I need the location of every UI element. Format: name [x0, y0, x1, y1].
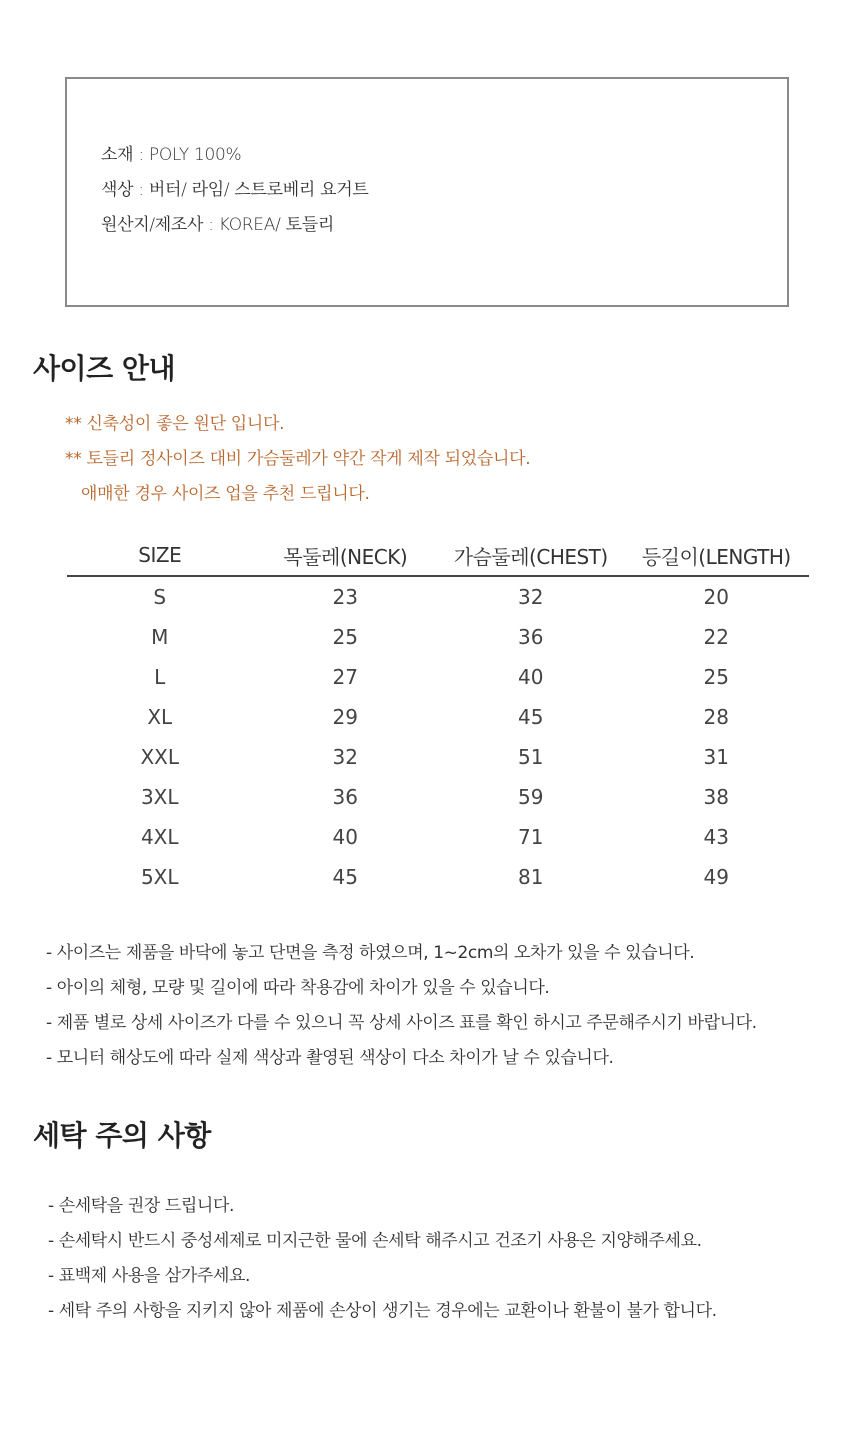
neck-cell: 25 [332, 625, 358, 649]
chest-cell: 36 [518, 625, 544, 649]
chest-cell: 51 [518, 745, 544, 769]
color-info: 색상 : 버터/ 라임/ 스트로베리 요거트 [101, 180, 369, 200]
size-cell: M [151, 625, 169, 649]
size-table-header-row [67, 535, 809, 576]
header-neck: 목둘레(NECK) [253, 535, 439, 576]
size-guide-title: 사이즈 안내 [33, 352, 175, 385]
table-row [67, 657, 809, 697]
size-guide-bullet: - 아이의 체형, 모량 및 길이에 따라 착용감에 차이가 있을 수 있습니다. [46, 978, 550, 998]
header-chest: 가슴둘레(CHEST) [438, 535, 624, 576]
length-cell: 20 [703, 585, 729, 609]
chest-cell: 59 [518, 785, 544, 809]
length-cell: 38 [703, 785, 729, 809]
chest-cell: 45 [518, 705, 544, 729]
table-row [67, 697, 809, 737]
size-guide-bullet: - 사이즈는 제품을 바닥에 놓고 단면을 측정 하였으며, 1~2cm의 오차가 있을 수 있습니다. [46, 943, 695, 963]
size-cell: 5XL [140, 865, 179, 889]
size-note: 애매한 경우 사이즈 업을 추천 드립니다. [81, 484, 370, 504]
chest-cell: 32 [518, 585, 544, 609]
table-row [67, 857, 809, 897]
wash-bullet: - 세탁 주의 사항을 지키지 않아 제품에 손상이 생기는 경우에는 교환이나 환불이 불가 합니다. [48, 1301, 717, 1321]
neck-cell: 29 [332, 705, 358, 729]
length-cell: 43 [703, 825, 729, 849]
chest-cell: 81 [518, 865, 544, 889]
wash-title: 세탁 주의 사항 [33, 1119, 211, 1152]
origin-manufacturer-info: 원산지/제조사 : KOREA/ 토들리 [101, 215, 334, 235]
size-cell: L [154, 665, 166, 689]
table-row [67, 737, 809, 777]
wash-bullet: - 손세탁을 권장 드립니다. [48, 1196, 234, 1216]
size-cell: S [153, 585, 167, 609]
header-size: SIZE [67, 535, 253, 576]
neck-cell: 45 [332, 865, 358, 889]
size-note: ** 신축성이 좋은 원단 입니다. [65, 414, 285, 434]
length-cell: 25 [703, 665, 729, 689]
table-row [67, 777, 809, 817]
material-info: 소재 : POLY 100% [101, 145, 242, 165]
size-guide-bullet: - 제품 별로 상세 사이즈가 다를 수 있으니 꼭 상세 사이즈 표를 확인 하시고 주문해주시기 바랍니다. [46, 1013, 757, 1033]
length-cell: 22 [703, 625, 729, 649]
size-cell: 4XL [140, 825, 179, 849]
size-note: ** 토들리 정사이즈 대비 가슴둘레가 약간 작게 제작 되었습니다. [65, 449, 531, 469]
table-row [67, 576, 809, 617]
chest-cell: 40 [518, 665, 544, 689]
length-cell: 28 [703, 705, 729, 729]
size-cell: XL [147, 705, 173, 729]
chest-cell: 71 [518, 825, 544, 849]
header-length: 등길이(LENGTH) [624, 535, 810, 576]
size-cell: 3XL [140, 785, 179, 809]
product-info-box [65, 77, 789, 307]
size-guide-bullet: - 모니터 해상도에 따라 실제 색상과 촬영된 색상이 다소 차이가 날 수 있습니다. [46, 1048, 614, 1068]
length-cell: 49 [703, 865, 729, 889]
length-cell: 31 [703, 745, 729, 769]
wash-bullet: - 표백제 사용을 삼가주세요. [48, 1266, 250, 1286]
size-table [67, 535, 809, 897]
table-row [67, 817, 809, 857]
neck-cell: 27 [332, 665, 358, 689]
neck-cell: 23 [332, 585, 358, 609]
neck-cell: 36 [332, 785, 358, 809]
size-cell: XXL [140, 745, 180, 769]
wash-bullet: - 손세탁시 반드시 중성세제로 미지근한 물에 손세탁 해주시고 건조기 사용은 지양해주세요. [48, 1231, 702, 1251]
table-row [67, 617, 809, 657]
neck-cell: 40 [332, 825, 358, 849]
neck-cell: 32 [332, 745, 358, 769]
